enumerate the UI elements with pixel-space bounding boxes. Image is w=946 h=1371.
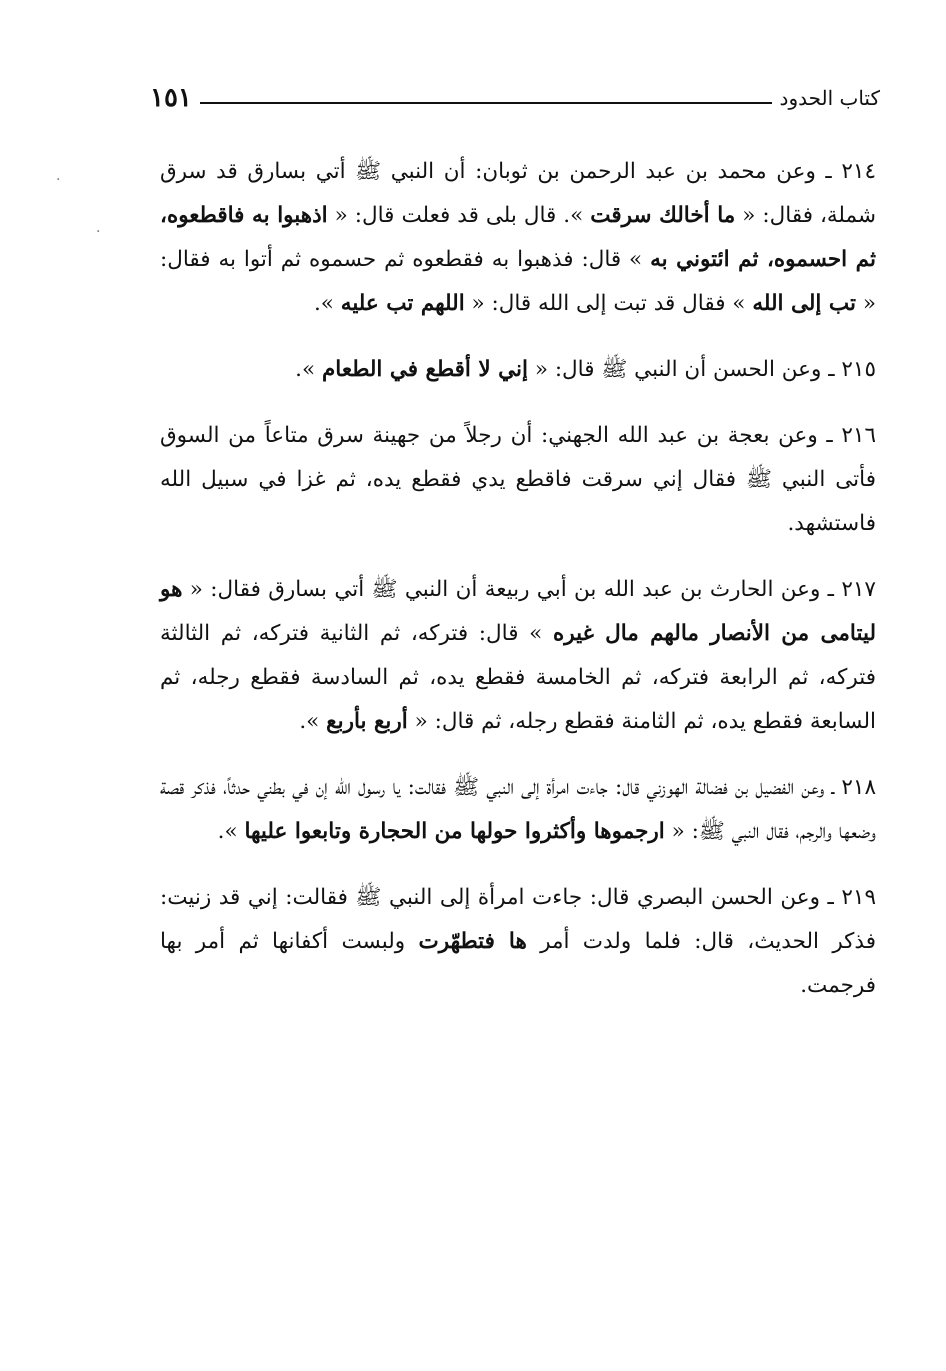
hadith-216 bbox=[160, 414, 876, 546]
page-body bbox=[160, 150, 876, 1030]
prophet-quote: اذهبوا به فاقطعوه، ثم احسموه، ثم ائتوني به bbox=[160, 203, 876, 272]
hadith-215 bbox=[160, 348, 876, 392]
hadith-text: ـ وعن الحسن البصري قال: جاءت امرأة إلى النبي ﷺ فقالت: إني قد زنيت: فذكر الحديث، قال: فلما ولدت أمر bbox=[160, 885, 876, 954]
hadith-text: ». bbox=[217, 819, 238, 844]
hadith-text-bold: ها فتطهّرت bbox=[418, 929, 527, 954]
hadith-number: ٢١٨ bbox=[841, 775, 876, 800]
hadith-text: ». bbox=[299, 709, 320, 734]
hadith-number: ٢١٧ bbox=[841, 577, 876, 602]
hadith-text: ولبست أكفانها ثم أمر بها فرجمت. bbox=[160, 929, 876, 998]
hadith-text: » قال: فذهبوا به فقطعوه ثم حسموه ثم أتوا به فقال: « bbox=[160, 247, 876, 316]
prophet-quote: تب إلى الله bbox=[752, 291, 856, 316]
hadith-text: ـ وعن الحسن أن النبي ﷺ قال: « bbox=[534, 357, 835, 382]
prophet-quote: اللهم تب عليه bbox=[340, 291, 465, 316]
page-header bbox=[150, 78, 880, 118]
hadith-219 bbox=[160, 876, 876, 1008]
hadith-number: ٢١٩ bbox=[841, 885, 876, 910]
hadith-text: » قال: فتركه، ثم الثانية فتركه، ثم الثالثة فتركه، ثم الرابعة فتركه، ثم الخامسة فقطع يده، ثم السادسة فقطع رجله، ثم السابعة فقطع يده، ثم الثامنة فقطع رجله، ثم قال: « bbox=[160, 621, 876, 734]
page-number: ١٥١ bbox=[150, 83, 192, 113]
hadith-217 bbox=[160, 568, 876, 744]
scan-speck: · bbox=[96, 224, 101, 240]
hadith-218 bbox=[160, 766, 876, 854]
book-title: كتاب الحدود bbox=[779, 86, 880, 110]
prophet-quote: إني لا أقطع في الطعام bbox=[321, 357, 528, 382]
hadith-number: ٢١٤ bbox=[841, 159, 876, 184]
hadith-text: ». bbox=[313, 291, 334, 316]
prophet-quote: هو ليتامى من الأنصار مالهم مال غيره bbox=[160, 577, 876, 646]
hadith-number: ٢١٥ bbox=[841, 357, 876, 382]
hadith-text: ـ وعن الحارث بن عبد الله بن أبي ربيعة أن النبي ﷺ أتي بسارق فقال: « bbox=[189, 577, 834, 602]
scan-speck: · bbox=[56, 172, 61, 188]
hadith-text: ـ وعن بعجة بن عبد الله الجهني: أن رجلاً من جهينة سرق متاعاً من السوق فأتى النبي ﷺ فقال إني سرقت فاقطع يدي فقطع يده، ثم غزا في سبيل الله فاستشهد. bbox=[160, 423, 876, 536]
hadith-text: ـ وعن محمد بن عبد الرحمن بن ثوبان: أن النبي ﷺ أتي بسارق قد سرق شملة، فقال: « bbox=[160, 159, 876, 228]
hadith-text: ». bbox=[295, 357, 316, 382]
hadith-text: ». قال بلى قد فعلت قال: « bbox=[334, 203, 584, 228]
hadith-214 bbox=[160, 150, 876, 326]
prophet-quote: أربع بأربع bbox=[326, 709, 408, 734]
hadith-text: » فقال قد تبت إلى الله قال: « bbox=[471, 291, 746, 316]
prophet-quote: ارجموها وأكثروا حولها من الحجارة وتابعوا عليها bbox=[244, 819, 665, 844]
hadith-number: ٢١٦ bbox=[841, 423, 876, 448]
prophet-quote: ما أخالك سرقت bbox=[590, 203, 736, 228]
header-rule bbox=[200, 102, 772, 104]
hadith-text: ـ وعن الفضيل بن فضالة الهوزني قال: جاءت امرأة إلى النبي ﷺ فقالت: يا رسول الله إن في بطني حدثاً، فذكر قصة وضعها والرجم، فقال النبي ﷺ: « bbox=[160, 775, 876, 844]
